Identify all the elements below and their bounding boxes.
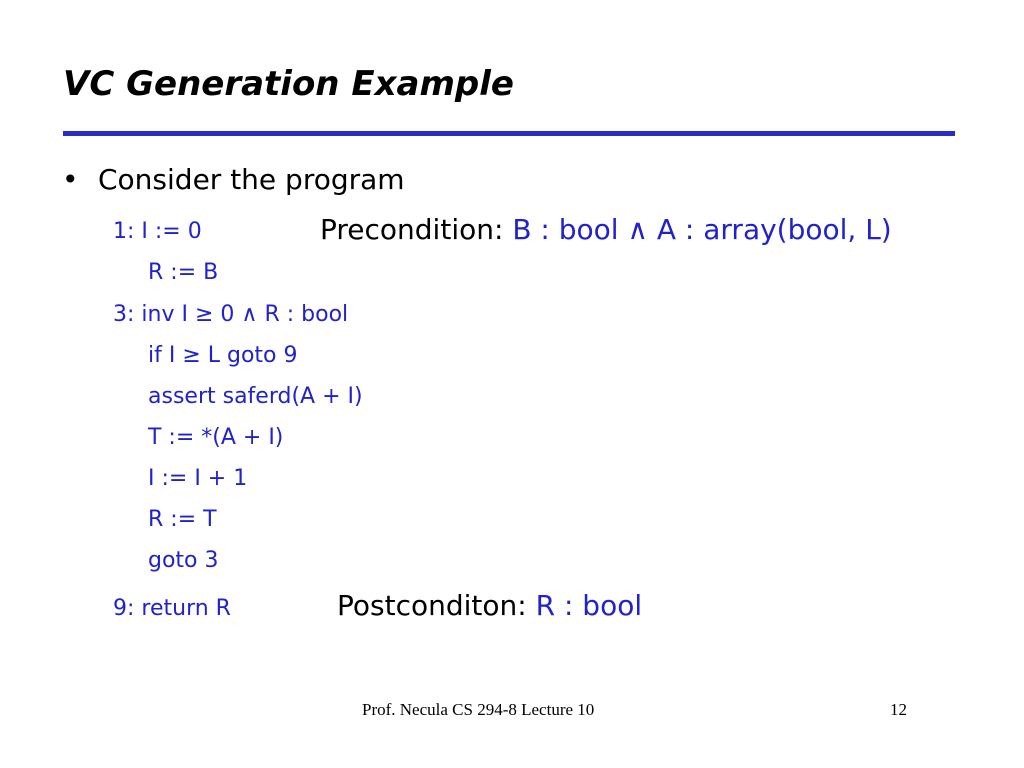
postcondition-value: R : bool — [535, 589, 643, 622]
postcondition — [337, 588, 642, 624]
postcondition-label: Postconditon: — [337, 589, 536, 622]
code-line: assert saferd(A + I) — [148, 384, 363, 409]
code-line: if I ≥ L goto 9 — [148, 343, 298, 368]
footer-text: Prof. Necula CS 294-8 Lecture 10 — [362, 700, 595, 719]
code-line: 3: inv I ≥ 0 ∧ R : bool — [113, 302, 349, 327]
code-line: 1: I := 0 — [113, 219, 202, 244]
bullet-text: Consider the program — [98, 163, 405, 196]
code-line: R := T — [148, 507, 217, 532]
code-line: goto 3 — [148, 548, 219, 573]
code-line: R := B — [148, 260, 219, 285]
code-line: I := I + 1 — [148, 466, 248, 491]
precondition — [320, 212, 892, 248]
bullet-item — [62, 162, 405, 198]
code-line: T := *(A + I) — [148, 425, 284, 450]
page-number: 12 — [890, 700, 907, 719]
precondition-value: B : bool ∧ A : array(bool, L) — [512, 213, 892, 246]
bullet-icon: • — [62, 163, 79, 196]
title-divider — [63, 131, 955, 136]
slide-title: VC Generation Example — [63, 64, 514, 104]
code-line: 9: return R — [113, 596, 231, 621]
precondition-label: Precondition: — [320, 213, 513, 246]
